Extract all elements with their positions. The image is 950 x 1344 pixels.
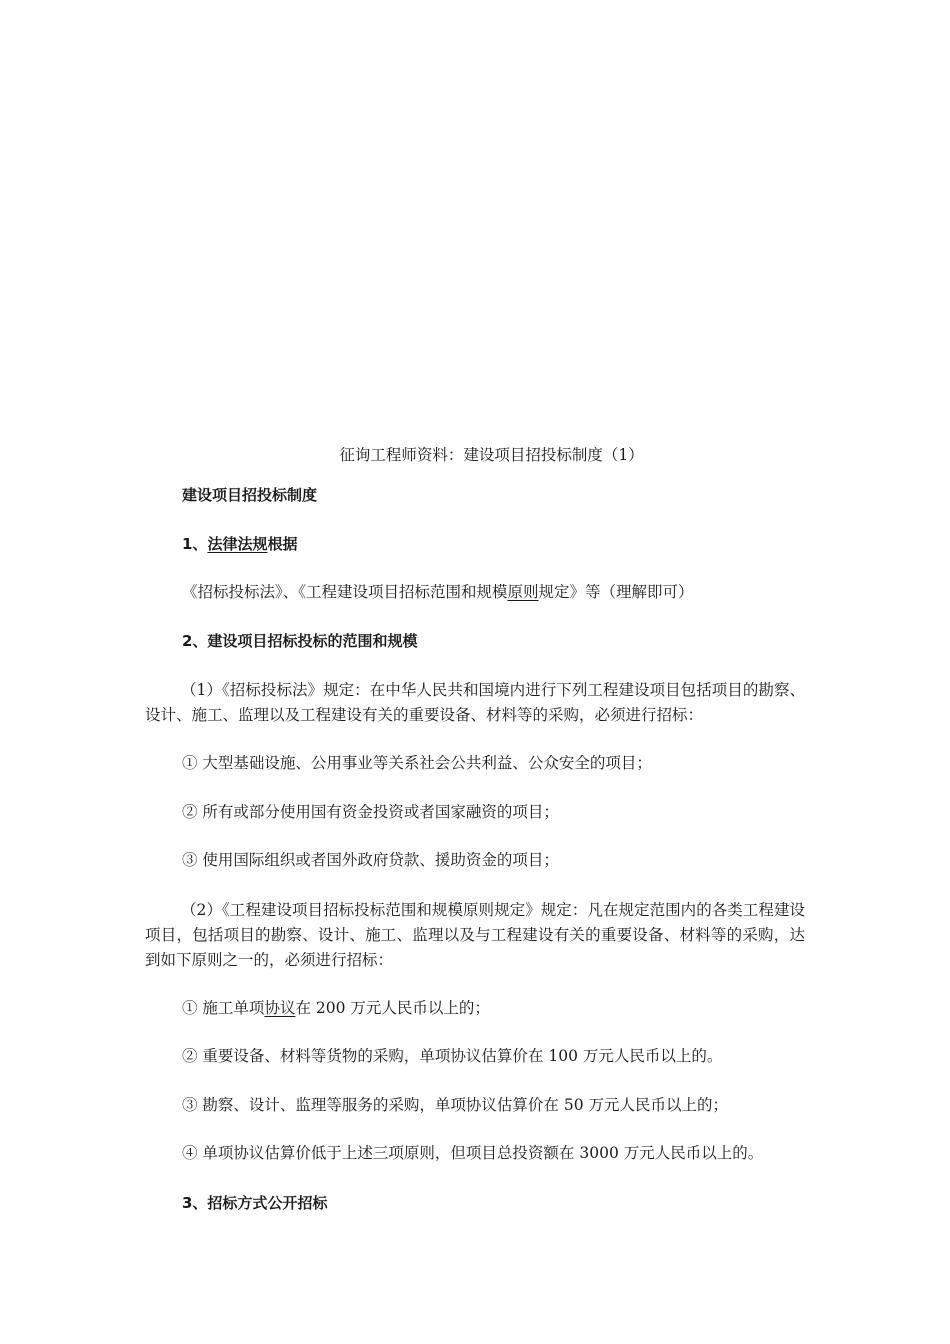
section-1-rest: 根据 (267, 535, 298, 553)
list-item: ① 大型基础设施、公用事业等关系社会公共利益、公众安全的项目； (182, 754, 652, 772)
contract-link[interactable]: 协议 (264, 999, 296, 1017)
item-after: 在 200 万元人民币以上的； (295, 999, 490, 1017)
section-1-body-after: 规定》等（理解即可） (538, 583, 694, 601)
list-item (182, 997, 490, 1020)
section-1-number: 1、 (182, 535, 208, 553)
list-item: ② 重要设备、材料等货物的采购，单项协议估算价在 100 万元人民币以上的。 (182, 1047, 723, 1065)
document-title: 征询工程师资料：建设项目招投标制度（1） (339, 446, 644, 464)
section-1-body (182, 581, 694, 604)
principle-link[interactable]: 原则 (507, 583, 539, 601)
paragraph-1: （1）《招标投标法》规定：在中华人民共和国境内进行下列工程建设项目包括项目的勘察、设计、施工、监理以及工程建设有关的重要设备、材料等的采购，必须进行招标： (145, 681, 805, 724)
section-1-heading (182, 533, 297, 556)
section-1-body-before: 《招标投标法》、《工程建设项目招标范围和规模 (182, 583, 508, 601)
list-item: ③ 勘察、设计、监理等服务的采购，单项协议估算价在 50 万元人民币以上的； (182, 1096, 729, 1114)
item-before: ① 施工单项 (182, 999, 265, 1017)
section-2-heading: 2、建设项目招标投标的范围和规模 (182, 632, 418, 650)
list-item: ④ 单项协议估算价低于上述三项原则，但项目总投资额在 3000 万元人民币以上的。 (182, 1144, 764, 1162)
main-heading: 建设项目招投标制度 (182, 486, 318, 504)
list-item: ② 所有或部分使用国有资金投资或者国家融资的项目； (182, 803, 559, 821)
list-item: ③ 使用国际组织或者国外政府贷款、援助资金的项目； (182, 851, 559, 869)
laws-link[interactable]: 法律法规 (207, 535, 268, 553)
paragraph-2: （2）《工程建设项目招标投标范围和规模原则规定》规定：凡在规定范围内的各类工程建设项目，包括项目的勘察、设计、施工、监理以及与工程建设有关的重要设备、材料等的采购，达到如下原则之一的，必须进行招标： (145, 901, 805, 969)
section-3-heading: 3、招标方式公开招标 (182, 1194, 328, 1212)
